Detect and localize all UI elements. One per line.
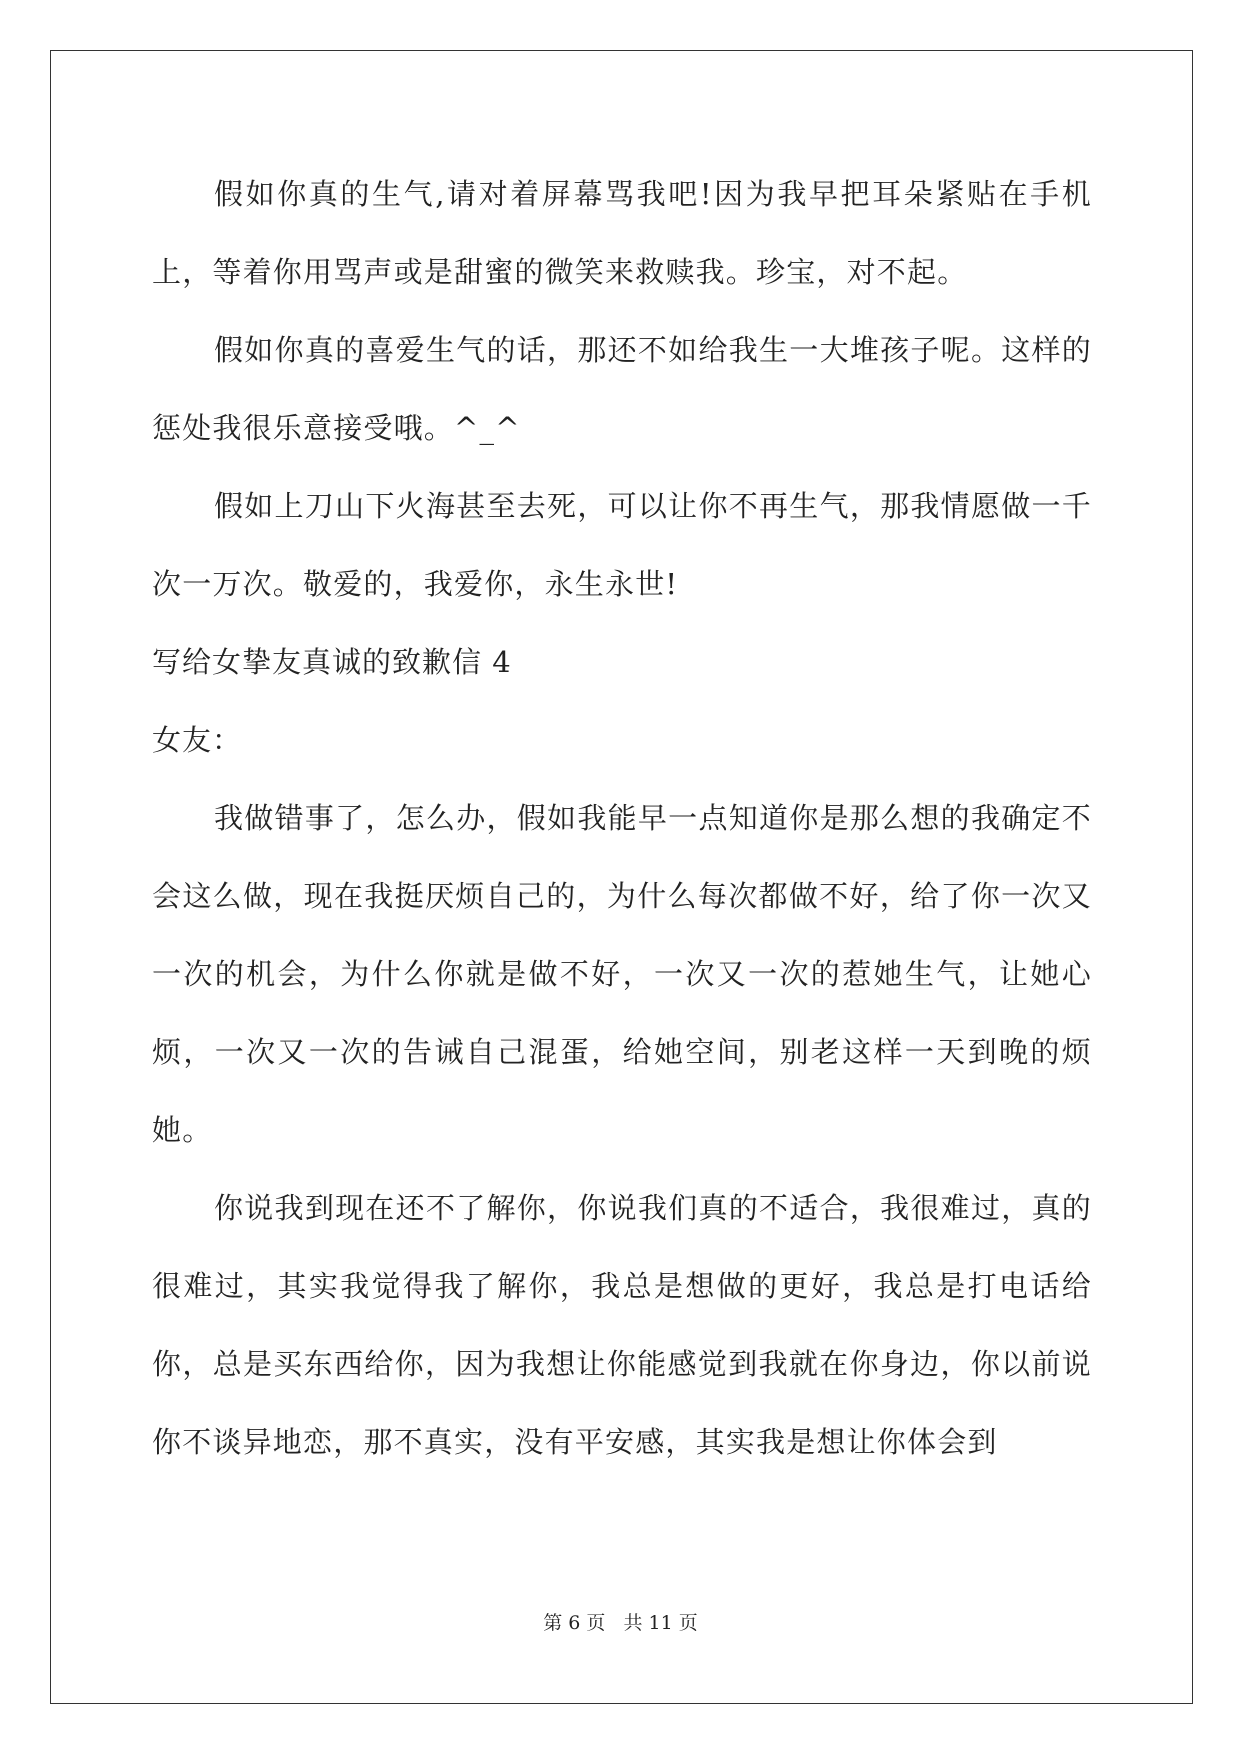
- page-number: 第 6 页: [543, 1612, 606, 1634]
- paragraph: 假如你真的喜爱生气的话，那还不如给我生一大堆孩子呢。这样的惩处我很乐意接受哦。^_^: [152, 333, 1092, 445]
- section-title: 写给女挚友真诚的致歉信 4: [152, 645, 512, 679]
- paragraph: 你说我到现在还不了解你，你说我们真的不适合，我很难过，真的很难过，其实我觉得我了解你，我总是想做的更好，我总是打电话给你，总是买东西给你，因为我想让你能感觉到我就在你身边，你以前说你不谈异地恋，那不真实，没有平安感，其实我是想让你体会到: [152, 1191, 1092, 1459]
- page-footer: [0, 1608, 1241, 1635]
- document-body: [152, 155, 1092, 1481]
- paragraph: 假如上刀山下火海甚至去死，可以让你不再生气，那我情愿做一千次一万次。敬爱的，我爱你，永生永世!: [152, 489, 1092, 601]
- page-total: 共 11 页: [623, 1612, 698, 1634]
- paragraph: 假如你真的生气,请对着屏幕骂我吧!因为我早把耳朵紧贴在手机上，等着你用骂声或是甜蜜的微笑来救赎我。珍宝，对不起。: [152, 177, 1092, 289]
- paragraph: 我做错事了，怎么办，假如我能早一点知道你是那么想的我确定不会这么做，现在我挺厌烦自己的，为什么每次都做不好，给了你一次又一次的机会，为什么你就是做不好，一次又一次的惹她生气，让她心烦，一次又一次的告诫自己混蛋，给她空间，别老这样一天到晚的烦她。: [152, 801, 1092, 1147]
- salutation: 女友：: [152, 723, 243, 757]
